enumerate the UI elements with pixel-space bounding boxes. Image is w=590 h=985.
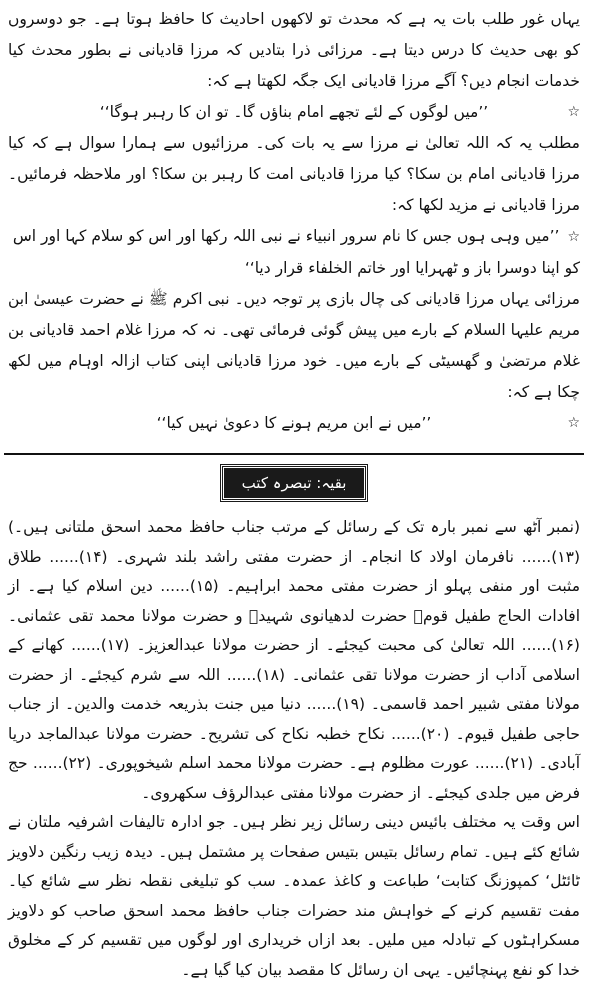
closing-paragraph: اس وقت یہ مختلف بائیس دینی رسائل زیر نظر ہیں۔ جو ادارہ تالیفات اشرفیہ ملتان نے شائع کئے ہیں۔ تمام رسائل بتیس بتیس صفحات پر مشتمل ہیں۔ دیدہ زیب رنگین دلاویز ٹائٹل‘ کمپوزنگ کتابت‘ طباعت و کاغذ عمدہ۔ سب کو تبلیغی نقطہ نظر سے شائع کیا۔ مفت تقسیم کرنے کے خواہش مند حضرات جناب حافظ محمد اسحق صاحب کو دلاویز مسکراہٹوں کے تبادلہ میں ملیں۔ بعد ازاں خریداری اور لوگوں میں تقسیم کر کے مخلوق خدا کو نفع پہنچائیں۔ یہی ان رسائل کا مقصد بیان کیا گیا ہے۔ (8, 813, 580, 979)
quote-3-text: ’’میں نے ابن مریم ہونے کا دعویٰ نہیں کیا‘‘ (156, 414, 432, 432)
book-list-paragraph: (نمبر آٹھ سے نمبر بارہ تک کے رسائل کے مرتب جناب حافظ محمد اسحق ملتانی ہیں۔) (۱۳)...... نافرمان اولاد کا انجام۔ از حضرت مفتی راشد بلند شہری۔ (۱۴)...... طلاق مثبت اور منفی پہلو از حضرت مفتی محمد ابراہیم۔ (۱۵)...... دین اسلام کیا ہے۔ از افادات الحاج طفیل قومؒ حضرت لدھیانوی شہیدؒ و حضرت مولانا محمد تقی عثمانی۔ (۱۶)...... اللہ تعالیٰ کی محبت کیجئے۔ از حضرت مولانا عبدالعزیز۔ (۱۷)...... کھانے کے اسلامی آداب از حضرت مولانا تقی عثمانی۔ (۱۸)...... اللہ سے شرم کیجئے۔ از حضرت مولانا مفتی شبیر احمد قاسمی۔ (۱۹)...... دنیا میں جنت بذریعہ خدمت والدین۔ از جناب حاجی طفیل قیوم۔ (۲۰)...... نکاح خطبہ نکاح کی تشریح۔ حضرت مولانا عبدالماجد دریا آبادی۔ (۲۱)...... عورت مظلوم ہے۔ حضرت مولانا محمد اسلم شیخوپوری۔ (۲۲)...... حج فرض میں جلدی کیجئے۔ از حضرت مولانا مفتی عبدالرؤف سکھروی۔ (8, 518, 581, 802)
section-heading: بقیہ: تبصرہ کتب (221, 465, 367, 501)
star-bullet: ☆ (567, 104, 580, 120)
section-divider (4, 453, 584, 455)
quote-2-text: ’’میں وہی ہوں جس کا نام سرور انبیاء نے نبی اللہ رکھا اور اس کو سلام کہا اور اس کو اپنا دوسرا باز و ٹھہرایا اور خاتم الخلفاء قرار دیا‘‘ (12, 227, 580, 277)
quote-2 (8, 221, 580, 284)
paragraph-1: یہاں غور طلب بات یہ ہے کہ محدث تو لاکھوں احادیث کا حافظ ہوتا ہے۔ جو دوسروں کو بھی حدیث کا درس دیتا ہے۔ مرزائی ذرا بتادیں کہ مرزا قادیانی نے بطور محدث کیا خدمات انجام دیں؟ آگے مرزا قادیانی ایک جگہ لکھتا ہے کہ: (8, 10, 580, 90)
paragraph-3: مرزائی یہاں مرزا قادیانی کی چال بازی پر توجہ دیں۔ نبی اکرم ﷺ نے حضرت عیسیٰ ابن مریم علیہا السلام کے بارے میں پیش گوئی فرمائی تھی۔ نہ کہ مرزا غلام احمد قادیانی بن غلام مرتضیٰ و گھسیٹی کے بارے میں۔ خود مرزا قادیانی اپنی کتاب ازالہ اوہام میں لکھ چکا ہے کہ: (8, 290, 580, 401)
star-bullet: ☆ (567, 415, 580, 431)
star-bullet: ☆ (567, 229, 580, 245)
quote-1-text: ’’میں لوگوں کے لئے تجھے امام بناؤں گا۔ تو ان کا رہبر ہوگا‘‘ (99, 103, 489, 121)
quote-3 (8, 408, 580, 439)
paragraph-2: مطلب یہ کہ اللہ تعالیٰ نے مرزا سے یہ بات کی۔ مرزائیوں سے ہمارا سوال ہے کہ کیا مرزا قادیانی امام بن سکا؟ کیا مرزا قادیانی امت کا رہبر بن سکا؟ اور ملاحظہ فرمائیں۔ مرزا قادیانی نے مزید لکھا کہ: (8, 134, 580, 214)
quote-1 (8, 97, 580, 128)
